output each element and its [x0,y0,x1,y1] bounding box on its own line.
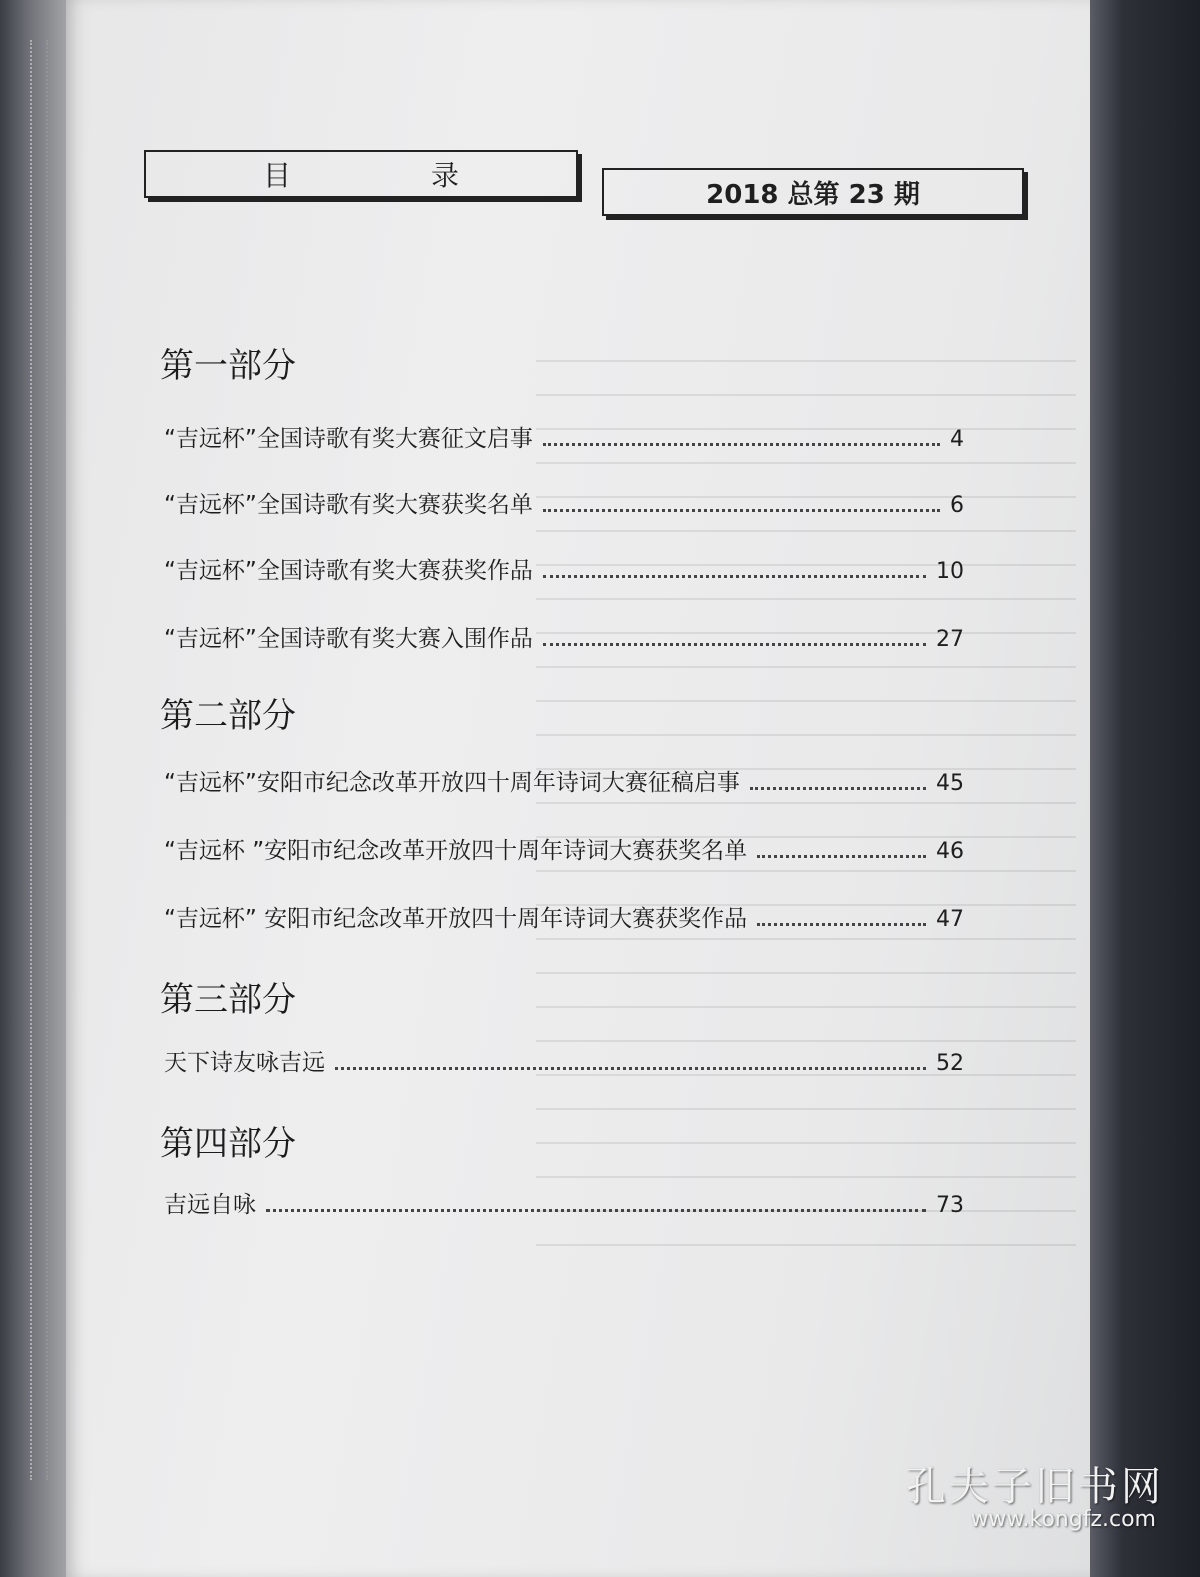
watermark-name: 孔夫子旧书网 [906,1464,1164,1510]
section-heading-4: 第四部分 [160,1124,296,1164]
toc-entry[interactable] [164,486,964,520]
toc-entry[interactable] [164,1044,964,1078]
toc-entry[interactable] [164,764,964,798]
binding-thread [30,40,48,1480]
issue-box [602,168,1024,216]
toc-entry-page: 45 [936,771,964,796]
toc-entry-title: “吉远杯”安阳市纪念改革开放四十周年诗词大赛征稿启事 [164,770,740,796]
toc-entry[interactable] [164,1186,964,1220]
dot-leader [335,1067,926,1070]
dot-leader [543,643,926,646]
background-right [1090,0,1200,1577]
section-heading-1: 第一部分 [160,346,296,386]
toc-entry[interactable] [164,420,964,454]
toc-entry-title: 吉远自咏 [164,1192,256,1218]
toc-entry[interactable] [164,832,964,866]
dot-leader [266,1209,926,1212]
section-heading-3: 第三部分 [160,980,296,1020]
toc-title: 目 录 [262,159,515,192]
dot-leader [757,855,926,858]
toc-entry[interactable] [164,900,964,934]
toc-entry-page: 46 [936,839,964,864]
dot-leader [543,443,940,446]
toc-entry-title: 天下诗友咏吉远 [164,1050,325,1076]
toc-entry[interactable] [164,620,964,654]
toc-entry-page: 6 [950,493,964,518]
dot-leader [543,575,926,578]
toc-entry-page: 73 [936,1193,964,1218]
section-heading-2: 第二部分 [160,696,296,736]
dot-leader [750,787,926,790]
toc-entry-title: “吉远杯”全国诗歌有奖大赛入围作品 [164,626,533,652]
toc-entry-page: 10 [936,559,964,584]
dot-leader [543,509,940,512]
toc-entry-title: “吉远杯 ”安阳市纪念改革开放四十周年诗词大赛获奖名单 [164,838,748,864]
toc-entry-page: 47 [936,907,964,932]
toc-entry-page: 27 [936,627,964,652]
toc-entry-title: “吉远杯”全国诗歌有奖大赛征文启事 [164,426,533,452]
book-spine-edge [0,0,70,1577]
toc-entry[interactable] [164,552,964,586]
book-page [66,0,1090,1577]
toc-entry-page: 4 [950,427,964,452]
toc-entry-title: “吉远杯”全国诗歌有奖大赛获奖作品 [164,558,533,584]
toc-entry-page: 52 [936,1051,964,1076]
toc-entry-title: “吉远杯”全国诗歌有奖大赛获奖名单 [164,492,533,518]
issue-label: 2018 总第 23 期 [706,179,920,210]
toc-entry-title: “吉远杯” 安阳市纪念改革开放四十周年诗词大赛获奖作品 [164,906,748,932]
toc-title-box [144,150,578,198]
watermark-url: www.kongfz.com [970,1507,1156,1532]
dot-leader [757,923,926,926]
